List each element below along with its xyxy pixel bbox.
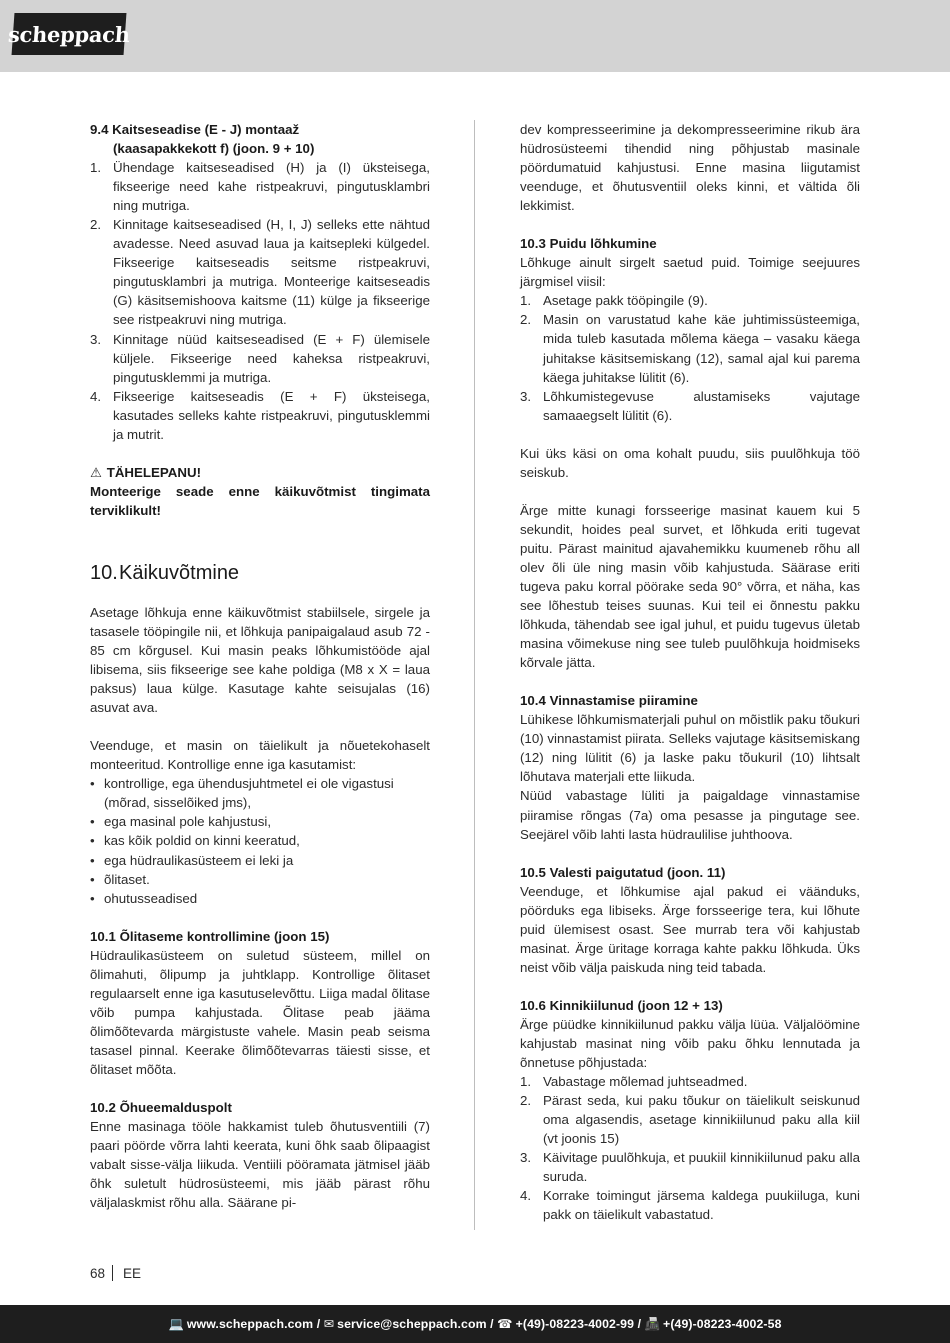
paragraph: Enne masinaga tööle hakkamist tuleb õhutusventiili (7) paari pöörde võrra lahti keerata, kuni õhk saab õlipaagist vabalt sisse-välja liikuda. Ventiili pööramata jätmisel jääb õhk suletult hüdrosüsteemi, mis jääb pärast rõhu väljalaskmist rõhu alla. Säärane pi- <box>90 1119 430 1211</box>
email-link[interactable]: service@scheppach.com / <box>337 1317 494 1331</box>
page-separator <box>112 1265 113 1281</box>
list-item: 3. Kinnitage nüüd kaitseseadised (E + F) ülemisele küljele. Fikseerige need kaheksa ristpeakruvi, pingutusklemmi ja mutriga. <box>90 331 430 385</box>
list-item: 4. Korrake toimingut järsema kaldega puukiiluga, kuni pakk on täielikult vabastatud. <box>520 1188 860 1223</box>
paragraph: dev kompresseerimine ja dekompresseerimine rikub ära hüdrosüsteemi tihendid ning põhjustab masinale pöördumatuid kahjustusi. Enne masina liigutamist veenduge, et õhutusventiil oleks kinni, et vältida õli lekkimist. <box>520 122 860 214</box>
section-10-2-title: 10.2 Õhueemalduspolt <box>90 1100 232 1116</box>
contact-bar <box>0 1305 950 1343</box>
check-list <box>90 774 430 907</box>
section-10-6-steps <box>520 1072 860 1224</box>
phone-number[interactable]: +(49)-08223-4002-99 / <box>515 1317 642 1331</box>
list-item: 4. Fikseerige kaitseseadis (E + F) üksteisega, kasutades selleks kahte ristpeakruvi, pingutusklemmi ja mutrit. <box>90 388 430 442</box>
section-10-6-title: 10.6 Kinnikiilunud (joon 12 + 13) <box>520 997 723 1013</box>
warning-text: Monteerige seade enne käikuvõtmist tingimata terviklikult! <box>90 483 430 518</box>
section-10-5-title: 10.5 Valesti paigutatud (joon. 11) <box>520 864 726 880</box>
list-item: • ega masinal pole kahjustusi, <box>90 814 272 830</box>
list-item: • õlitaset. <box>90 871 150 887</box>
section-10-3-steps <box>520 291 860 424</box>
paragraph: Ärge mitte kunagi forsseerige masinat kauem kui 5 sekundit, hoides peal survet, et lõhkuda eriti tugevat puitu. Pärast mainitud ajavahemikku kuumeneb rõhu all olev õli üle ning masin võib kahjustuda. Säärase eriti tugeva paku korral pöörake seda 90° võrra, et näha, kas see lõhestub teises suunas. Kui teil ei õnnestu pakku lõhkuda, tähendab see igal juhul, et puidu tugevus ületab masina võimekuse ning see tuleb puulõhkuja hoidmiseks kõrvale jätta. <box>520 502 860 671</box>
column-divider <box>474 120 475 1230</box>
paragraph: Hüdraulikasüsteem on suletud süsteem, millel on õlimahuti, õlipump ja juhtklapp. Kontrollige õlitaset regulaarselt enne iga kasutuselevõttu. Liiga madal õlitase võib pumpa kahjustada. Õlitase peab jääma õlimõõtevarda märgistuste vahele. Masin peab seisma tasasel pinnal. Keerake õlimõõtevarras täiesti sisse, et õlitaset mõõta. <box>90 947 430 1077</box>
page-number: 68 <box>90 1265 106 1281</box>
section-10-3-title: 10.3 Puidu lõhkumine <box>520 236 657 252</box>
list-item: 1. Vabastage mõlemad juhtseadmed. <box>520 1074 748 1090</box>
paragraph: Nüüd vabastage lüliti ja paigaldage vinnastamise piiramise rõngas (7a) oma pesasse ja pingutage see. Seejärel võib lahti lasta hüdraulilise juhthoova. <box>520 788 860 842</box>
mail-icon: ✉ <box>323 1317 335 1331</box>
paragraph: Kui üks käsi on oma kohalt puudu, siis puulõhkuja töö seiskub. <box>520 445 860 480</box>
website-link[interactable]: www.scheppach.com / <box>186 1317 321 1331</box>
paragraph: Lõhkuge ainult sirgelt saetud puid. Toimige seejuures järgmisel viisil: <box>520 255 860 290</box>
chapter-10-title: 10.Käikuvõtmine <box>90 561 240 584</box>
right-column <box>520 120 860 1224</box>
page-footer <box>90 1265 141 1281</box>
section-9-4-steps <box>90 158 430 444</box>
fax-number: +(49)-08223-4002-58 <box>663 1317 782 1331</box>
list-item: 2. Pärast seda, kui paku tõukur on täielikult seiskunud oma algasendis, asetage kinnikiilunud paku alla kiil (vt joonis 15) <box>520 1093 860 1147</box>
section-10-4-title: 10.4 Vinnastamise piiramine <box>520 693 698 709</box>
paragraph: Veenduge, et lõhkumise ajal pakud ei väänduks, pöörduks ega libiseks. Ärge forsseerige tera, kui lõhute puid ülemisest osast. See murrab tera või kahjustab masinat. Ärge üritage korraga kahte pakku lõhkuda. Üks neist võib välja paiskuda ning teid tabada. <box>520 883 860 975</box>
list-item: 2. Masin on varustatud kahe käe juhtimissüsteemiga, mida tuleb kasutada mõlema käega – vasaku käega juhitakse käsitsemiskang (12), samal ajal kui parema käega juhitakse lülitit (6). <box>520 312 860 385</box>
list-item: • ohutusseadised <box>90 890 198 906</box>
header-bar <box>0 0 950 72</box>
computer-icon: 💻 <box>168 1316 184 1331</box>
list-item: 1. Asetage pakk tööpingile (9). <box>520 293 708 309</box>
list-item: 3. Käivitage puulõhkuja, et puukiil kinnikiilunud paku alla suruda. <box>520 1150 860 1185</box>
paragraph: Asetage lõhkuja enne käikuvõtmist stabiilsele, sirgele ja tasasele tööpingile nii, et lõhkuja panipaigalaud asub 72 - 85 cm kõrgusel. Kui masin peaks lõhkumistööde ajal libisema, siis fikseerige see kahe poldiga (M8 x X = laua paksus) laua külge. Kasutage kahte seisujalas (16) asuvat ava. <box>90 604 430 716</box>
list-item: 2. Kinnitage kaitseseadised (H, I, J) selleks ette nähtud avadesse. Need asuvad laua ja kaitsepleki külgedel. Fikseerige kaitseseadis seitsme ristpeakruvi, pingutusklambri ja mutriga. Monteerige kaitseseadis (G) käsitsemishoova kaitsme (11) külge ja fikseerige see ristpeakruvi ning mutriga. <box>90 217 430 328</box>
phone-icon: ☎ <box>497 1317 513 1331</box>
fax-icon: 📠 <box>644 1316 661 1331</box>
paragraph: Veenduge, et masin on täielikult ja nõuetekohaselt monteeritud. Kontrollige enne iga kasutamist: <box>90 738 430 773</box>
language-code: EE <box>123 1265 142 1281</box>
warning-box <box>90 463 430 520</box>
section-10-1-title: 10.1 Õlitaseme kontrollimine (joon 15) <box>90 928 330 944</box>
scheppach-logo[interactable]: scheppach <box>12 13 127 55</box>
list-item: • kontrollige, ega ühendusjuhtmetel ei ole vigastusi (mõrad, sisselõiked jms), <box>90 776 394 811</box>
list-item: 1. Ühendage kaitseseadised (H) ja (I) üksteisega, fikseerige need kahe ristpeakruvi, pingutusklambri ning mutriga. <box>90 160 430 214</box>
list-item: 3. Lõhkumistegevuse alustamiseks vajutage samaaegselt lülitit (6). <box>520 388 860 423</box>
section-9-4-title: 9.4 Kaitseseadise (E - J) montaaž (kaasapakkekott f) (joon. 9 + 10) <box>90 122 315 157</box>
paragraph: Ärge püüdke kinnikiilunud pakku välja lüüa. Väljalöömine kahjustab masinat ning võib paku õhku lennutada ja õnnetuse põhjustada: <box>520 1016 860 1071</box>
list-item: • ega hüdraulikasüsteem ei leki ja <box>90 852 294 868</box>
warning-title: TÄHELEPANU! <box>106 464 202 480</box>
list-item: • kas kõik poldid on kinni keeratud, <box>90 833 300 849</box>
paragraph: Lühikese lõhkumismaterjali puhul on mõistlik paku tõukuri (10) vinnastamist piirata. Selleks vajutage käsitsemiskang (12) ning lülitit (6) ja laske paku tõukuril (10) lihtsalt lõhutava materjali ette liikuda. <box>520 712 860 785</box>
left-column <box>90 120 430 1212</box>
warning-icon: ⚠ <box>90 464 102 480</box>
